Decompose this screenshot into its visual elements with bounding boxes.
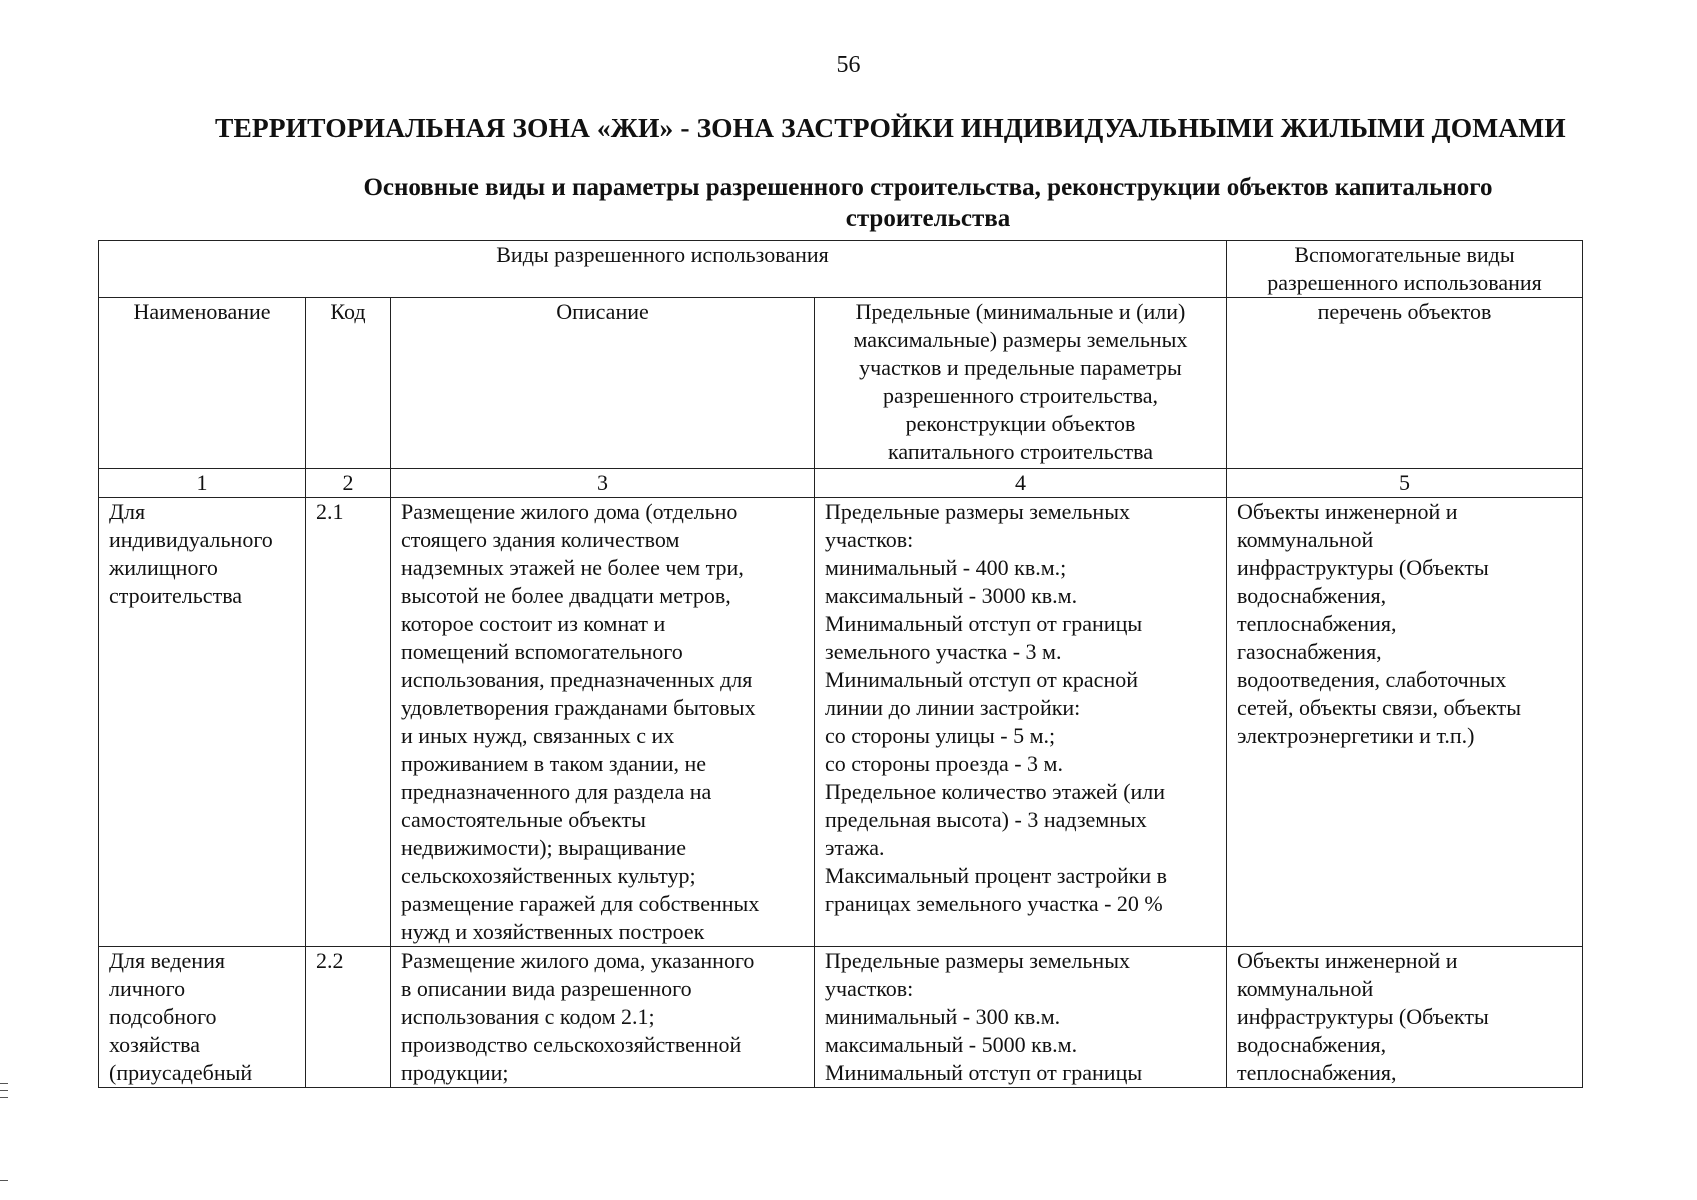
- header-permitted-use-types: Виды разрешенного использования: [99, 241, 1227, 298]
- row-code-cell: 2.2: [306, 947, 391, 1088]
- row-description-cell: [391, 947, 815, 1088]
- text-line: водоснабжения,: [1237, 1032, 1387, 1057]
- text-line: водоснабжения,: [1237, 583, 1387, 608]
- text-line: которое состоит из комнат и: [401, 611, 666, 636]
- text-line: личного: [109, 976, 186, 1001]
- row-name-cell: [99, 947, 306, 1088]
- text-line: самостоятельные объекты: [401, 807, 646, 832]
- column-number: 4: [815, 469, 1227, 498]
- row-code-cell: 2.1: [306, 498, 391, 947]
- text-line: строительства: [109, 583, 243, 608]
- text-line: нужд и хозяйственных построек: [401, 919, 705, 944]
- subtitle-line-1: Основные виды и параметры разрешенного строительства, реконструкции объектов капитального: [363, 174, 1493, 201]
- text-line: границах земельного участка - 20 %: [825, 891, 1163, 916]
- text-line: продукции;: [401, 1060, 509, 1085]
- text-line: максимальный - 5000 кв.м.: [825, 1032, 1078, 1057]
- text-line: использования с кодом 2.1;: [401, 1004, 655, 1029]
- text-line: теплоснабжения,: [1237, 1060, 1397, 1085]
- text-line: жилищного: [109, 555, 218, 580]
- text-line: Минимальный отступ от красной: [825, 667, 1138, 692]
- text-line: стоящего здания количеством: [401, 527, 680, 552]
- text-line: участков:: [825, 976, 914, 1001]
- text-line: Минимальный отступ от границы: [825, 611, 1143, 636]
- header-limits-line: участков и предельные параметры: [859, 355, 1182, 380]
- row-aux-objects-cell: [1227, 947, 1583, 1088]
- text-line: теплоснабжения,: [1237, 611, 1397, 636]
- text-line: Для ведения: [109, 948, 225, 973]
- text-line: Размещение жилого дома (отдельно: [401, 499, 738, 524]
- text-line: максимальный - 3000 кв.м.: [825, 583, 1078, 608]
- header-aux-line-2: разрешенного использования: [1267, 270, 1542, 295]
- section-subtitle: [268, 172, 1588, 234]
- text-line: и иных нужд, связанных с их: [401, 723, 675, 748]
- text-line: использования, предназначенных для: [401, 667, 753, 692]
- header-code: Код: [306, 298, 391, 469]
- column-number: 1: [99, 469, 306, 498]
- text-line: Предельное количество этажей (или: [825, 779, 1166, 804]
- permitted-use-table: [98, 240, 1583, 1088]
- header-description: Описание: [391, 298, 815, 469]
- text-line: Минимальный отступ от границы: [825, 1060, 1143, 1085]
- text-line: сетей, объекты связи, объекты: [1237, 695, 1522, 720]
- header-limits-line: реконструкции объектов: [905, 411, 1136, 436]
- text-line: электроэнергетики и т.п.): [1237, 723, 1475, 748]
- text-line: производство сельскохозяйственной: [401, 1032, 742, 1057]
- text-line: (приусадебный: [109, 1060, 253, 1085]
- text-line: Предельные размеры земельных: [825, 499, 1130, 524]
- header-limits-line: разрешенного строительства,: [883, 383, 1158, 408]
- text-line: подсобного: [109, 1004, 217, 1029]
- text-line: предельная высота) - 3 надземных: [825, 807, 1147, 832]
- text-line: хозяйства: [109, 1032, 200, 1057]
- header-aux-line-1: Вспомогательные виды: [1294, 242, 1515, 267]
- text-line: удовлетворения гражданами бытовых: [401, 695, 756, 720]
- text-line: Для: [109, 499, 146, 524]
- text-line: минимальный - 400 кв.м.;: [825, 555, 1067, 580]
- text-line: со стороны проезда - 3 м.: [825, 751, 1063, 776]
- header-auxiliary-use-types: [1227, 241, 1583, 298]
- text-line: в описании вида разрешенного: [401, 976, 692, 1001]
- header-limits-line: капитального строительства: [887, 439, 1154, 464]
- header-limits: [815, 298, 1227, 469]
- text-line: коммунальной: [1237, 976, 1374, 1001]
- header-name: Наименование: [99, 298, 306, 469]
- text-line: коммунальной: [1237, 527, 1374, 552]
- text-line: этажа.: [825, 835, 885, 860]
- text-line: линии до линии застройки:: [825, 695, 1081, 720]
- zone-title: ТЕРРИТОРИАЛЬНАЯ ЗОНА «ЖИ» - ЗОНА ЗАСТРОЙКИ ИНДИВИДУАЛЬНЫМИ ЖИЛЫМИ ДОМАМИ: [215, 112, 1566, 143]
- text-line: участков:: [825, 527, 914, 552]
- row-aux-objects-cell: [1227, 498, 1583, 947]
- text-line: водоотведения, слаботочных: [1237, 667, 1507, 692]
- row-name-cell: [99, 498, 306, 947]
- text-line: Предельные размеры земельных: [825, 948, 1130, 973]
- row-limits-cell: [815, 498, 1227, 947]
- text-line: Максимальный процент застройки в: [825, 863, 1167, 888]
- scan-margin-mark: [0, 1097, 8, 1098]
- table-row: [99, 498, 1583, 947]
- table-row: [99, 947, 1583, 1088]
- text-line: Объекты инженерной и: [1237, 948, 1458, 973]
- header-limits-line: максимальные) размеры земельных: [853, 327, 1188, 352]
- scan-margin-mark: [0, 1090, 8, 1091]
- page-number: 56: [836, 52, 861, 78]
- text-line: сельскохозяйственных культур;: [401, 863, 696, 888]
- row-description-cell: [391, 498, 815, 947]
- text-line: проживанием в таком здании, не: [401, 751, 707, 776]
- header-objects-list: перечень объектов: [1227, 298, 1583, 469]
- scan-margin-mark: [0, 1083, 8, 1084]
- text-line: земельного участка - 3 м.: [825, 639, 1062, 664]
- text-line: со стороны улицы - 5 м.;: [825, 723, 1056, 748]
- text-line: инфраструктуры (Объекты: [1237, 1004, 1489, 1029]
- column-number: 5: [1227, 469, 1583, 498]
- text-line: надземных этажей не более чем три,: [401, 555, 744, 580]
- column-number: 3: [391, 469, 815, 498]
- subtitle-line-2: строительства: [845, 205, 1011, 232]
- header-limits-line: Предельные (минимальные и (или): [855, 299, 1186, 324]
- table-column-numbers-row: [99, 469, 1583, 498]
- text-line: размещение гаражей для собственных: [401, 891, 760, 916]
- text-line: индивидуального: [109, 527, 273, 552]
- text-line: газоснабжения,: [1237, 639, 1382, 664]
- text-line: недвижимости); выращивание: [401, 835, 686, 860]
- text-line: высотой не более двадцати метров,: [401, 583, 731, 608]
- row-limits-cell: [815, 947, 1227, 1088]
- text-line: минимальный - 300 кв.м.: [825, 1004, 1061, 1029]
- text-line: помещений вспомогательного: [401, 639, 683, 664]
- table-header-row-columns: [99, 298, 1583, 469]
- table-header-row-group: [99, 241, 1583, 298]
- text-line: предназначенного для раздела на: [401, 779, 712, 804]
- column-number: 2: [306, 469, 391, 498]
- text-line: инфраструктуры (Объекты: [1237, 555, 1489, 580]
- scan-margin-mark: [0, 1180, 8, 1181]
- text-line: Объекты инженерной и: [1237, 499, 1458, 524]
- text-line: Размещение жилого дома, указанного: [401, 948, 755, 973]
